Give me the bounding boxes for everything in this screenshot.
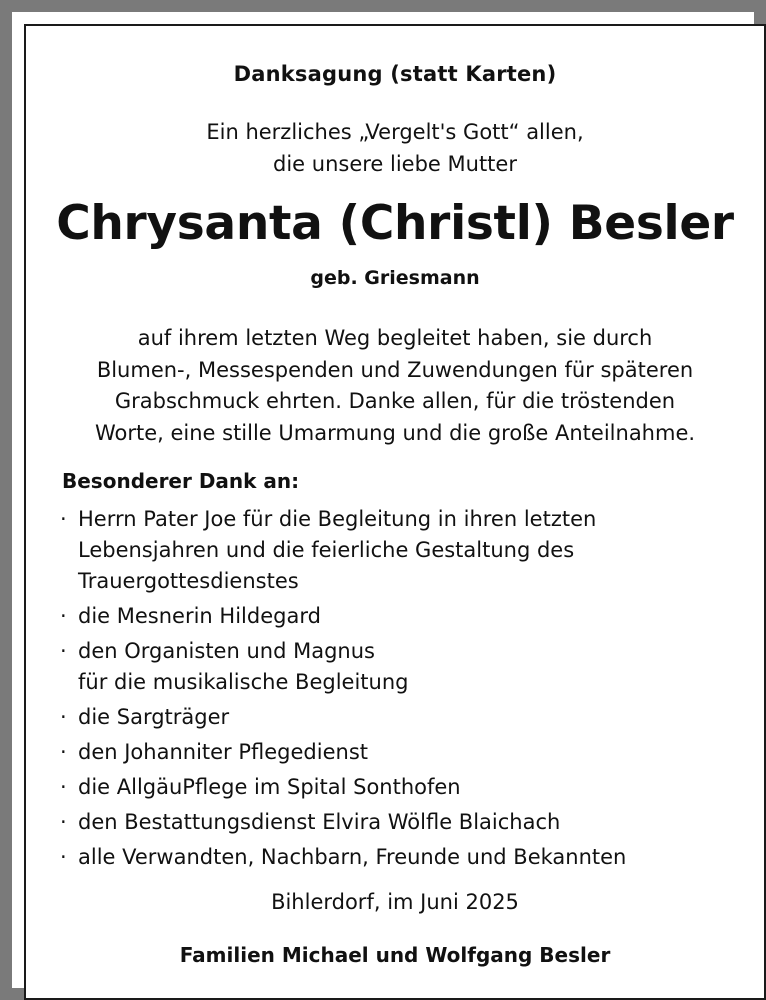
list-item [58,807,626,838]
list-item [58,842,626,873]
thanks-line: auf ihrem letzten Weg begleitet haben, sie durch [137,326,653,350]
list-item [58,636,626,698]
deceased-name: Chrysanta (Christl) Besler [56,196,734,251]
list-item-text: die Mesnerin Hildegard [78,604,321,628]
bullet: · [60,639,67,663]
bullet: · [60,740,67,764]
list-item-text: alle Verwandten, Nachbarn, Freunde und Bekannten [78,845,627,869]
intro-line: die unsere liebe Mutter [273,152,517,176]
list-item [58,504,626,597]
list-item-text: den Bestattungsdienst Elvira Wölfle Blaichach [78,810,561,834]
thanks-line: Grabschmuck ehrten. Danke allen, für die tröstenden [114,389,676,413]
list-item [58,772,626,803]
obituary-notice [26,26,764,998]
list-item [58,702,626,733]
special-thanks-title: Besonderer Dank an: [62,469,300,493]
thanks-line: Blumen-, Messespenden und Zuwendungen für späteren [96,357,694,382]
inner-border [24,24,766,1000]
list-item-text: die Sargträger [78,705,230,729]
list-item [58,601,626,632]
thanks-paragraph [26,323,764,449]
intro-text [26,116,764,180]
bullet: · [60,705,67,729]
thanks-line: Worte, eine stille Umarmung und die große Anteilnahme. [94,420,696,445]
bullet: · [60,604,67,628]
intro-line: Ein herzliches „Vergelt's Gott“ allen, [206,120,584,144]
place-date: Bihlerdorf, im Juni 2025 [271,890,519,914]
bullet: · [60,775,67,799]
list-item-text: die AllgäuPflege im Spital Sonthofen [78,775,461,799]
notice-heading: Danksagung (statt Karten) [233,62,557,86]
signature: Familien Michael und Wolfgang Besler [179,943,611,967]
list-item [58,737,626,768]
list-item-text: den Johanniter Pflegedienst [78,740,369,764]
list-item-text: den Organisten und Magnus für die musikalische Begleitung [78,639,409,694]
list-item-text: Herrn Pater Joe für die Begleitung in ihren letzten Lebensjahren und die feierliche Gestaltung des Trauergottesdienstes [78,507,597,593]
bullet: · [60,845,67,869]
bullet: · [60,507,67,531]
special-thanks-list [58,504,626,877]
maiden-name: geb. Griesmann [310,267,480,289]
bullet: · [60,810,67,834]
